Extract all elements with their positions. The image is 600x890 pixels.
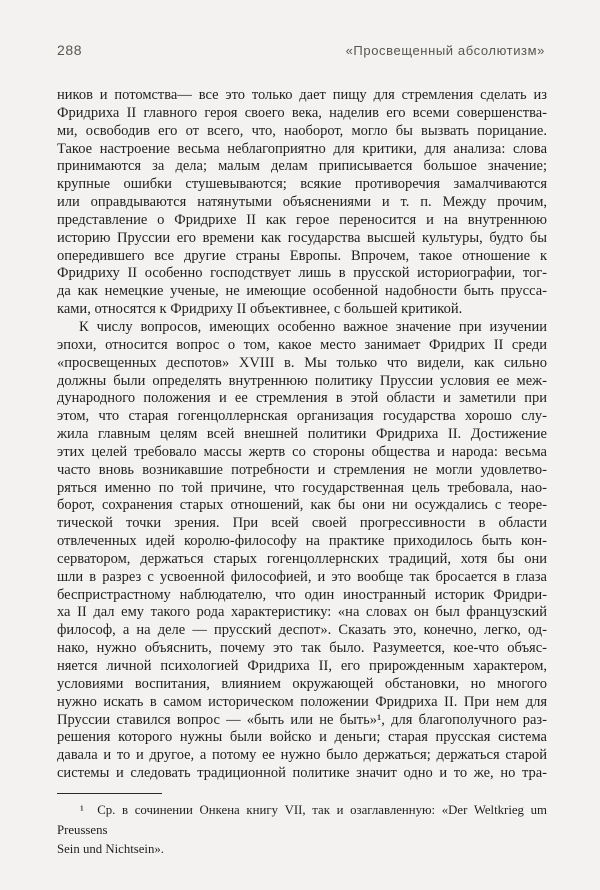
text-line: дународного положения и ее стремления в этой области и заметили при — [57, 390, 547, 407]
text-line: нако, нужно объяснить, почему это так было. Разумеется, кое-что объяс- — [57, 640, 547, 657]
text-line: шли в разрез с усвоенной философией, и это вообще так бросается в глаза — [57, 568, 547, 585]
text-line: серватором, держаться старых гогенцоллернских традиций, хотя бы они — [57, 550, 547, 567]
text-line: ряться именно по той причине, что государственная цель требовала, нао- — [57, 479, 547, 496]
text-line: отвлеченных идей королю-философу на практике приходилось быть кон- — [57, 533, 547, 550]
text-line: системы и следовать традиционной политике значит одно и то же, но тра- — [57, 765, 547, 782]
footnote-line: ¹ Ср. в сочинении Онкена книгу VII, так и озаглавленную: «Der Weltkrieg um Preussens — [57, 803, 547, 837]
footnote-text — [57, 801, 547, 860]
text-line: беспристрастному наблюдателю, что один иностранный историк Фридри- — [57, 586, 547, 603]
text-line: или оправдываются натянутыми объяснениями и т. п. Между прочим, — [57, 194, 547, 211]
text-line: Такое настроение весьма неблагоприятно для критики, для анализа: слова — [57, 140, 547, 157]
text-line: часто вновь возникавшие потребности и стремления не могли удовлетво- — [57, 461, 547, 478]
text-line: представление о Фридрихе II как герое переносится и на внутреннюю — [57, 211, 547, 228]
text-line: ха II дал ему такого рода характеристику: «на словах он был французский — [57, 604, 547, 621]
page-number: 288 — [57, 42, 83, 58]
body-text — [57, 87, 547, 783]
text-line: тической точки зрения. При всей своей прогрессивности в области — [57, 515, 547, 532]
text-line: опередившего все другие страны Европы. Впрочем, такое отношение к — [57, 247, 547, 264]
text-line: борот, сохранения старых отношений, как бы они ни осуждались с теоре- — [57, 497, 547, 514]
page-header — [57, 42, 545, 58]
text-line: условиями воспитания, влиянием окружающей обстановки, но многого — [57, 675, 547, 692]
footnote-separator — [57, 793, 162, 794]
text-line: Пруссии ставился вопрос — «быть или не быть»¹, для благополучного раз- — [57, 711, 547, 728]
text-line: философ, а на деле — прусский деспот». Сказать это, конечно, легко, од- — [57, 622, 547, 639]
text-line: историю Пруссии его времени как государства высшей культуры, будто бы — [57, 229, 547, 246]
text-line: должны были определять внутреннюю политику Пруссии условия ее меж- — [57, 372, 547, 389]
text-line: К числу вопросов, имеющих особенно важное значение при изучении — [79, 318, 547, 335]
text-line: давала и то и другое, а потому ее нужно было держаться; держаться старой — [57, 747, 547, 764]
text-line: жила главным целям всей внешней политики Фридриха II. Достижение — [57, 426, 547, 443]
text-line: Фридриху II особенно господствует лишь в прусской историографии, тог- — [57, 265, 547, 282]
text-line: этом, что старая гогенцоллернская организация государства хорошо слу- — [57, 408, 547, 425]
text-line: принимаются за дела; малым делам приписывается большое значение; — [57, 158, 547, 175]
text-line: ников и потомства— все это только дает пищу для стремления сделать из — [57, 87, 547, 103]
footnote — [57, 793, 547, 860]
text-line: «просвещенных деспотов» XVIII в. Мы только что видели, как сильно — [57, 354, 547, 371]
text-line: ками, относятся к Фридриху II объективнее, с большей критикой. — [57, 301, 463, 318]
text-line: да как немецкие ученые, не имеющие особенной надобности быть прусса- — [57, 283, 547, 300]
text-line: этих целей требовало массы жертв со стороны общества и народа: весьма — [57, 443, 547, 460]
text-line: решения которого нужны были войско и деньги; старая прусская система — [57, 729, 547, 746]
footnote-line: Sein und Nichtsein». — [57, 842, 164, 856]
text-line: эпохи, относится вопрос о том, какое место занимает Фридрих II среди — [57, 336, 547, 353]
text-line: крупные ошибки стушевываются; всякие противоречия замалчиваются — [57, 176, 547, 193]
text-line: нужно искать в самом историческом положении Фридриха II. При нем для — [57, 693, 547, 710]
text-line: ми, освободив его от всего, что, наоборот, могло бы вызвать порицание. — [57, 122, 547, 139]
running-title: «Просвещенный абсолютизм» — [345, 43, 545, 58]
text-line: Фридриха II главного героя своего века, наделив его всеми совершенства- — [57, 104, 547, 121]
text-line: няется личной психологией Фридриха II, его прирожденным характером, — [57, 658, 547, 674]
